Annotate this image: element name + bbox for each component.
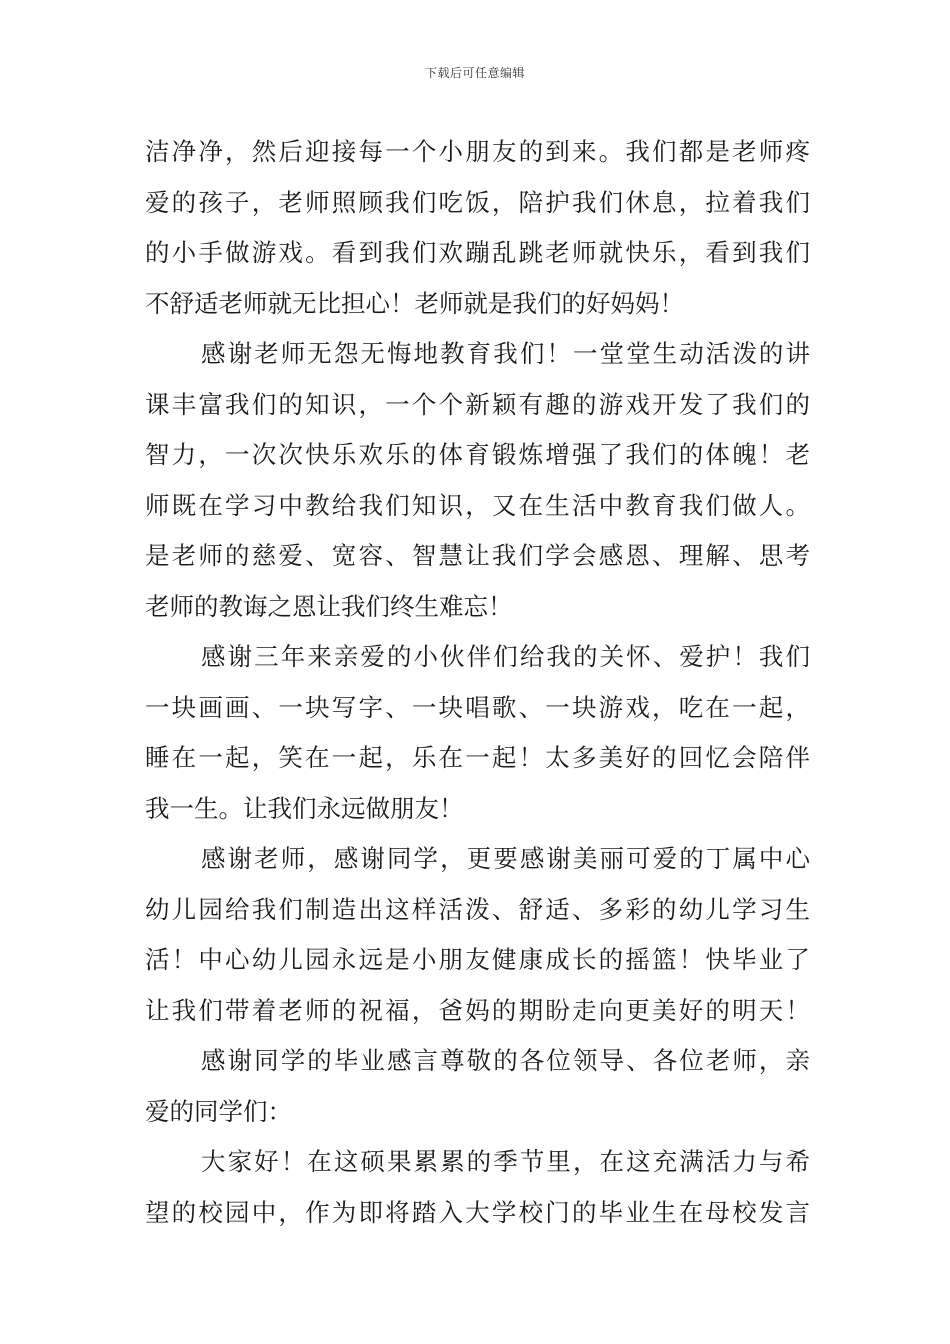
text-line: 爱的同学们： — [145, 1096, 292, 1126]
text-line: 不舒适老师就无比担心！老师就是我们的好妈妈！ — [145, 288, 684, 318]
text-line: 师既在学习中教给我们知识，又在生活中教育我们做人。 — [145, 490, 810, 520]
text-line: 一块画画、一块写字、一块唱歌、一块游戏，吃在一起， — [145, 692, 810, 722]
text-line: 感谢同学的毕业感言尊敬的各位领导、各位老师，亲 — [201, 1046, 810, 1075]
text-line: 老师的教诲之恩让我们终生难忘！ — [145, 591, 513, 621]
text-line: 感谢老师无怨无悔地教育我们！一堂堂生动活泼的讲 — [201, 339, 810, 368]
body-text — [145, 127, 810, 1238]
text-line: 智力，一次次快乐欢乐的体育锻炼增强了我们的体魄！老 — [145, 440, 810, 469]
text-line: 洁净净，然后迎接每一个小朋友的到来。我们都是老师疼 — [145, 137, 810, 166]
text-line: 感谢老师，感谢同学，更要感谢美丽可爱的丁属中心 — [201, 844, 810, 873]
text-line: 活！中心幼儿园永远是小朋友健康成长的摇篮！快毕业了 — [145, 945, 810, 974]
text-line: 的小手做游戏。看到我们欢蹦乱跳老师就快乐，看到我们 — [145, 238, 810, 267]
text-line: 睡在一起，笑在一起，乐在一起！太多美好的回忆会陪伴 — [145, 743, 810, 772]
text-line: 大家好！在这硕果累累的季节里，在这充满活力与希 — [201, 1147, 810, 1176]
text-line: 课丰富我们的知识，一个个新颖有趣的游戏开发了我们的 — [145, 389, 810, 419]
text-line: 爱的孩子，老师照顾我们吃饭，陪护我们休息，拉着我们 — [145, 187, 810, 217]
text-line: 是老师的慈爱、宽容、智慧让我们学会感恩、理解、思考 — [145, 541, 810, 570]
text-line: 感谢三年来亲爱的小伙伴们给我的关怀、爱护！我们 — [201, 642, 810, 671]
text-line: 我一生。让我们永远做朋友！ — [145, 793, 464, 823]
text-line: 让我们带着老师的祝福，爸妈的期盼走向更美好的明天！ — [145, 995, 810, 1025]
text-line: 幼儿园给我们制造出这样活泼、舒适、多彩的幼儿学习生 — [145, 894, 810, 924]
text-line: 望的校园中，作为即将踏入大学校门的毕业生在母校发言 — [145, 1197, 810, 1227]
header-note: 下载后可任意编辑 — [424, 66, 525, 80]
